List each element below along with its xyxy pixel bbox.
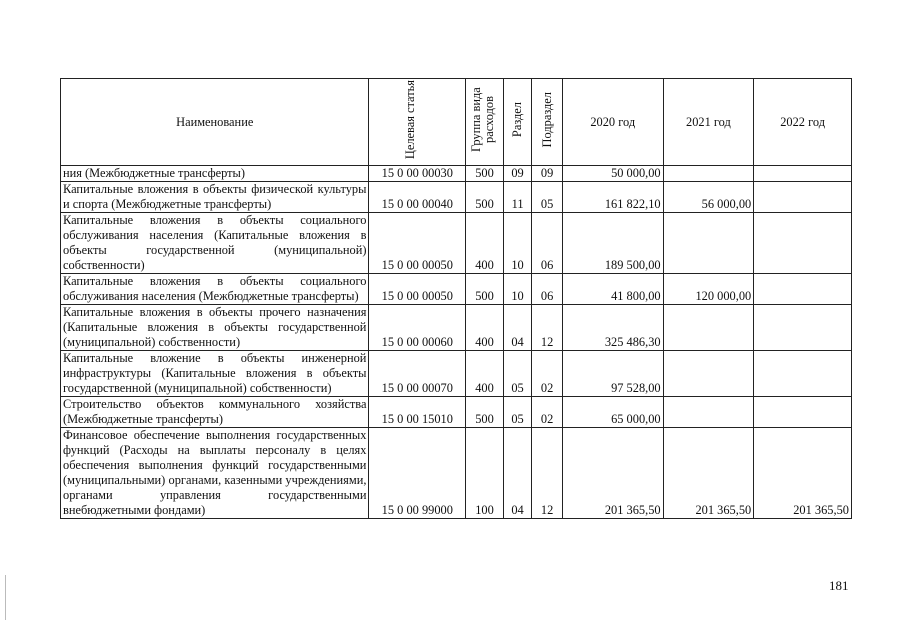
row-target: 15 0 00 00050: [369, 274, 466, 305]
row-subsection: 12: [532, 305, 563, 351]
table-row: [61, 213, 852, 274]
row-name: Строительство объектов коммунального хозяйства (Межбюджетные трансферты): [61, 397, 369, 428]
scan-edge-mark: [5, 575, 6, 620]
header-2022: 2022 год: [754, 79, 852, 166]
row-2021: 56 000,00: [663, 182, 754, 213]
row-target: 15 0 00 00030: [369, 166, 466, 182]
row-2021: 201 365,50: [663, 428, 754, 519]
row-group: 500: [466, 166, 504, 182]
row-2022: [754, 397, 852, 428]
row-section: 10: [503, 213, 532, 274]
row-subsection: 02: [532, 351, 563, 397]
row-group: 400: [466, 305, 504, 351]
header-2021: 2021 год: [663, 79, 754, 166]
table-body: [61, 166, 852, 519]
row-name: Капитальные вложения в объекты физической культуры и спорта (Межбюджетные трансферты): [61, 182, 369, 213]
row-subsection: 02: [532, 397, 563, 428]
row-2022: [754, 213, 852, 274]
row-2020: 97 528,00: [562, 351, 663, 397]
row-group: 400: [466, 213, 504, 274]
row-subsection: 06: [532, 213, 563, 274]
page-number: 181: [829, 578, 849, 593]
row-section: 04: [503, 305, 532, 351]
row-section: 11: [503, 182, 532, 213]
row-group: 400: [466, 351, 504, 397]
row-group: 500: [466, 182, 504, 213]
row-2020: 325 486,30: [562, 305, 663, 351]
row-section: 10: [503, 274, 532, 305]
row-name: Капитальные вложение в объекты инженерной инфраструктуры (Капитальные вложения в объекты государственной (муниципальной) собственности): [61, 351, 369, 397]
row-name: Капитальные вложения в объекты социального обслуживания населения (Капитальные вложения в объекты государственной (муниципальной) собственности): [61, 213, 369, 274]
row-2022: [754, 351, 852, 397]
row-subsection: 05: [532, 182, 563, 213]
row-2020: 50 000,00: [562, 166, 663, 182]
row-target: 15 0 00 00040: [369, 182, 466, 213]
row-subsection: 06: [532, 274, 563, 305]
row-2022: [754, 166, 852, 182]
row-section: 05: [503, 397, 532, 428]
row-name: Финансовое обеспечение выполнения государственных функций (Расходы на выплаты персоналу в целях обеспечения выполнения функций государственными (муниципальными) органами, казенными учреждениями, органами управления государственными внебюджетными фондами): [61, 428, 369, 519]
table-row: [61, 397, 852, 428]
header-subsection: Подраздел: [532, 79, 563, 166]
row-target: 15 0 00 99000: [369, 428, 466, 519]
table-header-row: [61, 79, 852, 166]
row-2022: [754, 274, 852, 305]
table-row: [61, 351, 852, 397]
row-2022: [754, 182, 852, 213]
row-name: Капитальные вложения в объекты прочего назначения (Капитальные вложения в объекты государственной (муниципальной) собственности): [61, 305, 369, 351]
row-target: 15 0 00 00070: [369, 351, 466, 397]
row-2021: [663, 305, 754, 351]
row-subsection: 09: [532, 166, 563, 182]
row-2020: 201 365,50: [562, 428, 663, 519]
table-row: [61, 274, 852, 305]
row-2021: [663, 166, 754, 182]
row-target: 15 0 00 00060: [369, 305, 466, 351]
header-2020: 2020 год: [562, 79, 663, 166]
row-2022: 201 365,50: [754, 428, 852, 519]
row-section: 09: [503, 166, 532, 182]
budget-table: [60, 78, 852, 519]
row-name: Капитальные вложения в объекты социального обслуживания населения (Межбюджетные трансферты): [61, 274, 369, 305]
table-row: [61, 305, 852, 351]
table-row: [61, 166, 852, 182]
row-section: 04: [503, 428, 532, 519]
row-2021: 120 000,00: [663, 274, 754, 305]
header-section: Раздел: [503, 79, 532, 166]
row-group: 500: [466, 274, 504, 305]
header-expense-group: Группа вида расходов: [466, 79, 504, 166]
table-row: [61, 182, 852, 213]
row-2020: 41 800,00: [562, 274, 663, 305]
row-name: ния (Межбюджетные трансферты): [61, 166, 369, 182]
row-2021: [663, 397, 754, 428]
row-group: 100: [466, 428, 504, 519]
row-section: 05: [503, 351, 532, 397]
row-2020: 189 500,00: [562, 213, 663, 274]
row-2022: [754, 305, 852, 351]
row-2021: [663, 351, 754, 397]
row-2021: [663, 213, 754, 274]
row-target: 15 0 00 00050: [369, 213, 466, 274]
row-subsection: 12: [532, 428, 563, 519]
row-group: 500: [466, 397, 504, 428]
row-2020: 65 000,00: [562, 397, 663, 428]
header-name: Наименование: [61, 79, 369, 166]
header-target-article: Целевая статья: [369, 79, 466, 166]
table-row: [61, 428, 852, 519]
row-2020: 161 822,10: [562, 182, 663, 213]
row-target: 15 0 00 15010: [369, 397, 466, 428]
